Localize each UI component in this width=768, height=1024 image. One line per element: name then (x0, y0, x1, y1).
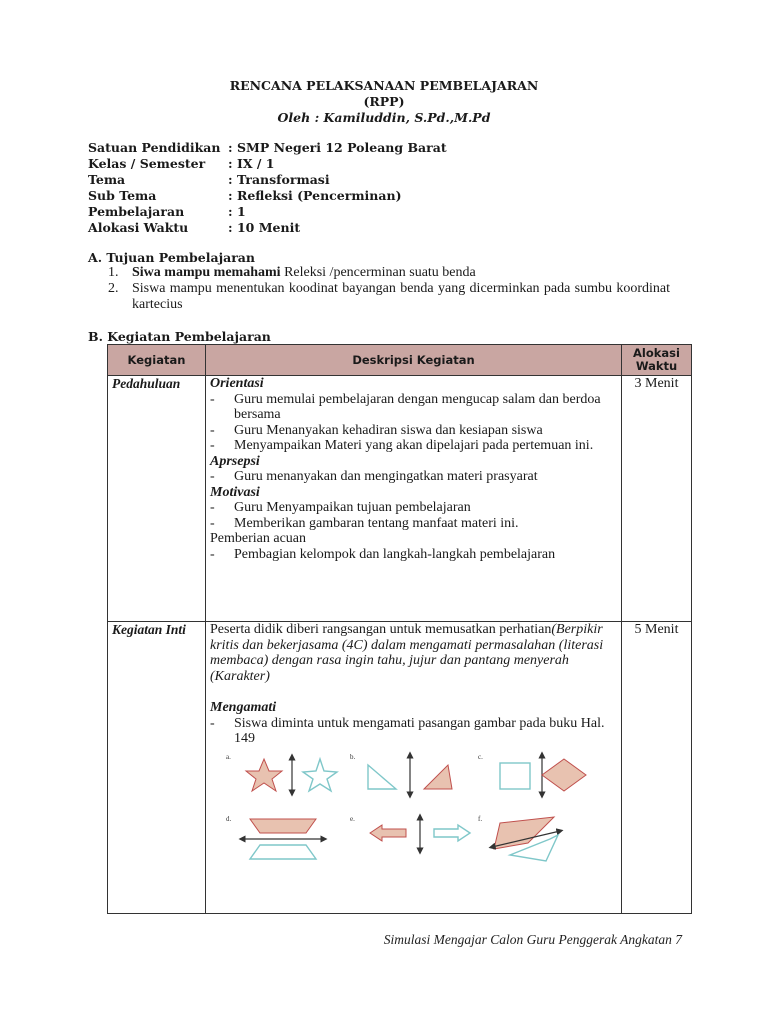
list-item (108, 265, 673, 281)
item-bold: Siwa mampu memahami (132, 265, 281, 280)
identity-key: Sub Tema (88, 188, 157, 203)
item-text: Guru memulai pembelajaran dengan mengucap salam dan berdoa bersama (234, 391, 601, 422)
subheading-acuan: Pemberian acuan (210, 531, 307, 546)
identity-value: : Refleksi (Pencerminan) (228, 188, 402, 203)
figure-label-a: a. (226, 752, 231, 761)
deskripsi-cell (206, 376, 622, 622)
identity-value: : 1 (228, 204, 246, 219)
table-header-row (108, 345, 692, 376)
identity-key: Kelas / Semester (88, 156, 206, 171)
identity-key: Tema (88, 172, 126, 187)
figure-label-d: d. (226, 814, 232, 823)
arrow-shape-reflected (434, 825, 470, 841)
item-text: Siswa mampu menentukan koodinat bayangan benda yang dicerminkan pada sumbu koordinat kartecius (132, 281, 670, 312)
figure-label-c: c. (478, 752, 483, 761)
list-item: - Pembagian kelompok dan langkah-langkah pembelajaran (210, 546, 556, 562)
list-item: - Menyampaikan Materi yang akan dipelajari pada pertemuan ini. (210, 438, 594, 453)
table-row (108, 376, 692, 622)
item-text: Guru Menanyakan kehadiran siswa dan kesiapan siswa (234, 422, 543, 438)
item-text: Guru menanyakan dan mengingatkan materi prasyarat (234, 469, 538, 484)
identity-row (88, 156, 447, 172)
identity-row (88, 188, 447, 204)
figure-label-f: f. (478, 814, 483, 823)
subheading-orientasi: Orientasi (210, 376, 264, 391)
intro-italic: (Berpikir kritis dan bekerjasama (4C) dalam mengamati permasalahan (literasi membaca) dengan rasa ingin tahu, jujur dan pantang menyerah (Karakter) (210, 622, 604, 684)
item-number: 2. (108, 281, 119, 296)
identity-block (88, 140, 447, 236)
identity-key: Satuan Pendidikan (88, 140, 221, 155)
deskripsi-cell (206, 622, 622, 914)
reflection-figures (210, 751, 590, 867)
intro-plain: Peserta didik diberi rangsangan untuk memusatkan perhatian (210, 622, 552, 637)
identity-row (88, 172, 447, 188)
item-text: Guru Menyampaikan tujuan pembelajaran (234, 500, 471, 515)
figure-label-e: e. (350, 814, 355, 823)
item-number: 1. (108, 265, 119, 280)
identity-row (88, 220, 447, 236)
col-header-alokasi: Alokasi Waktu (622, 345, 692, 376)
doc-subtitle: (RPP) (363, 94, 405, 109)
waktu-cell: 3 Menit (622, 376, 692, 622)
item-text: Pembagian kelompok dan langkah-langkah pembelajaran (234, 546, 556, 562)
identity-key: Pembelajaran (88, 204, 185, 219)
item-text: Menyampaikan Materi yang akan dipelajari pada pertemuan ini. (234, 438, 594, 453)
list-item: - Guru Menanyakan kehadiran siswa dan kesiapan siswa (210, 422, 543, 438)
col-header-deskripsi: Deskripsi Kegiatan (206, 345, 622, 376)
section-a-heading: A. Tujuan Pembelajaran (88, 250, 255, 265)
list-item: - Guru menanyakan dan mengingatkan materi prasyarat (210, 469, 538, 484)
doc-title: RENCANA PELAKSANAAN PEMBELAJARAN (229, 78, 539, 93)
kegiatan-cell: Kegiatan Inti (108, 622, 206, 914)
star-shape-reflected (303, 759, 337, 791)
item-text (132, 265, 670, 281)
identity-row (88, 140, 447, 156)
identity-row (88, 204, 447, 220)
star-shape (246, 759, 282, 791)
list-item: - Siswa diminta untuk mengamati pasangan gambar pada buku Hal. 149 (210, 716, 617, 747)
identity-value: : SMP Negeri 12 Poleang Barat (228, 140, 447, 155)
identity-value: : IX / 1 (228, 156, 275, 171)
square-shape (500, 763, 530, 789)
item-rest: Releksi /pencerminan suatu benda (280, 265, 476, 280)
diamond-shape (542, 759, 586, 791)
col-header-kegiatan: Kegiatan (108, 345, 206, 376)
waktu-cell: 5 Menit (622, 622, 692, 914)
doc-author: Oleh : Kamiluddin, S.Pd.,M.Pd (277, 110, 491, 125)
objective-list (108, 265, 673, 313)
page-footer: Simulasi Mengajar Calon Guru Penggerak Angkatan 7 (383, 932, 682, 947)
table-row (108, 622, 692, 914)
item-text: Memberikan gambaran tentang manfaat materi ini. (234, 515, 519, 531)
list-item: - Memberikan gambaran tentang manfaat materi ini. (210, 515, 519, 531)
subheading-mengamati: Mengamati (210, 700, 277, 715)
list-item: - Guru Menyampaikan tujuan pembelajaran (210, 500, 471, 515)
trapezoid-shape (250, 819, 316, 833)
figure-label-b: b. (350, 752, 356, 761)
intro-paragraph (210, 622, 617, 684)
item-text: Siswa diminta untuk mengamati pasangan gambar pada buku Hal. 149 (234, 715, 605, 746)
subheading-motivasi: Motivasi (210, 484, 260, 500)
list-item: - Guru memulai pembelajaran dengan mengucap salam dan berdoa bersama (210, 392, 617, 423)
identity-key: Alokasi Waktu (88, 220, 189, 235)
trapezoid-shape-reflected (250, 845, 316, 859)
activity-table (107, 344, 692, 914)
triangle-shape-reflected (424, 765, 452, 789)
section-b-heading: B. Kegiatan Pembelajaran (88, 329, 271, 344)
kegiatan-cell: Pedahuluan (108, 376, 206, 622)
subheading-apersepsi: Aprsepsi (210, 453, 260, 469)
triangle-shape (368, 765, 396, 789)
arrow-shape (370, 825, 406, 841)
list-item (108, 281, 673, 313)
identity-value: : Transformasi (228, 172, 330, 187)
identity-value: : 10 Menit (228, 220, 301, 235)
